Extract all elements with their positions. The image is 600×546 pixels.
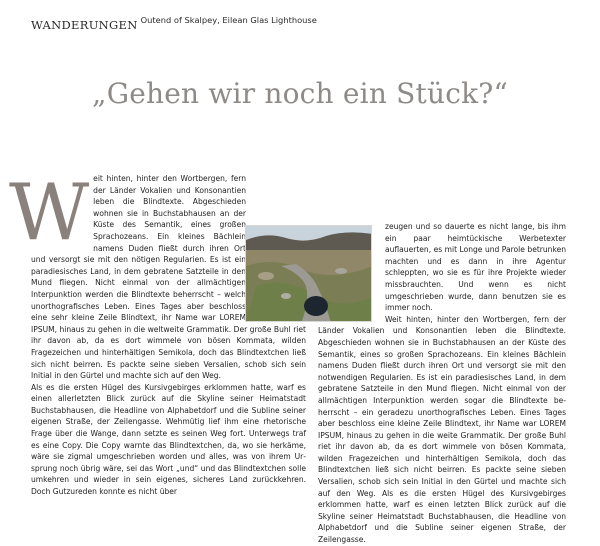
paragraph: zeugen und so dauerte es nicht lange, bis ihm ein paar heimtückische Werbetexter auflauerten, es mit Longe und Parole betrunken machten und es dann in ihre Agentur schleppten, wo sie es für ihre Projekte wieder missbrauchten. Und wenn es nicht umgeschrieben wurde, dann benutzen sie es immer noch.	[385, 222, 566, 313]
article-column-left	[9, 168, 306, 498]
photo-wrap-spacer	[318, 221, 385, 325]
paragraph: Als es die ersten Hügel des Kursivgebirges erklommen hatte, warf es einen allerletzten Blick zurück auf die Skyline seiner Heimatstadt Buchstabhausen, die Headline von Alphabetdorf und die Subline seiner eigenen Straße, der Zeilengasse. Wehmütig lief ihm eine rhetorische Frage über die Wange, dann setzte es seinen Weg fort. Unterwegs traf es eine Copy. Die Copy warnte das Blindtextchen, da, wo sie herkäme, wäre sie zigmal umgeschrieben worden und alles, was von ihrem Ursprung noch übrig wäre, sei das Wort „und“ und das Blindtextchen solle umkehren und wieder in sein eigenes, sicheres Land zurückkehren. Doch Gutzureden konnte es nicht über	[31, 382, 306, 497]
article-column-right	[318, 221, 566, 546]
drop-cap: W	[9, 168, 90, 258]
section-title: WANDERUNGEN	[31, 18, 138, 32]
page-header	[31, 14, 317, 32]
article-headline: „Gehen wir noch ein Stück?“	[92, 77, 508, 110]
paragraph: eit hinten, hinter den Wortbergen, fern der Länder Vokalien und Konsonantien leben die Blindtexte. Abgeschieden wohnen sie in Buchstabhausen an der Küste des Semantik, eines großen Sprachozeans. Ein kleines Bächlein namens Duden fließt durch ihren Ort und versorgt sie mit den nötigen Regularien. Es ist ein paradiesisches Land, in dem gebratene Satzteile in den Mund fliegen. Nicht einmal von der allmächtigen Interpunktion werden die Blindtexte beherrscht – welch unorthografisches Leben. Eines Tages aber beschloss eine sehr kleine Zeile Blindtext, ihr Name war LOREM IPSUM, hinaus zu gehen in die weltweite Grammatik. Der große Buhl riet ihr davon ab, da es dort wimmele von bösen Kommata, wilden Fragezeichen und hinterhältigen Semikola, doch das Blindtextchen ließ sich nicht beirren. Es packte seine sieben Versalien, schob sich sein Initial in den Gürtel und machte sich auf den Weg.	[31, 174, 306, 381]
photo-location-subline: Outend of Skalpey, Eilean Glas Lighthouse	[140, 15, 317, 25]
paragraph: Weit hinten, hinter den Wortbergen, fern der Länder Vokalien und Konsonantien leben die Blindtexte. Abgeschieden wohnen sie in Buchstabhausen an der Küste des Semantik, eines so großen Sprachozeans. Ein kleines Bächlein namens Duden fließt durch ihren Ort und versorgt sie mit den notwendigen Regularien. Es ist ein paradiesisches Land, in dem gebratene Satzteile in den Mund fliegen. Nicht einmal von der allmächtigen Interpunktion werden sogar die Blindtexte beherrscht – ein geradezu unorthografisches Leben. Eines Tages aber beschloss eine kleine Zeile Blindtext, ihr Name war LOREM IPSUM, hinaus zu gehen in die weite Grammatik. Der große Buhl riet ihr davon ab, da es dort wimmele von bösen Kommata, wilden Fragezeichen und hinterhältigen Semikola, doch das Blindtextchen ließ sich nicht beirren. Es packte seine sieben Versalien, schob sich sein Initial in den Gürtel und machte sich auf den Weg. Als es die ersten Hügel des Kursivgebirges erklommen hatte, warf es einen letzten Blick zurück auf die Skyline seiner Heimatstadt Buchstabhausen, die Headline von Alphabetdorf und die Subline seiner eigenen Straße, der Zeilengasse.	[318, 314, 566, 545]
